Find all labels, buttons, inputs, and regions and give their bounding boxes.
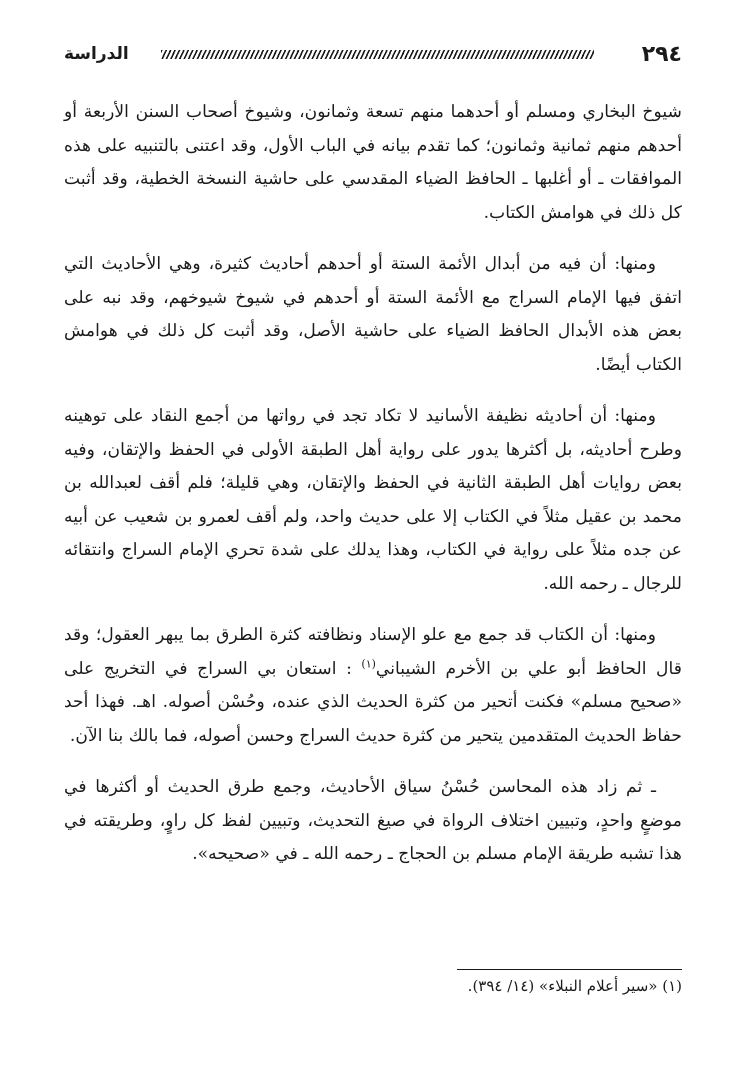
paragraph-2: ومنها: أن فيه من أبدال الأئمة الستة أو أحدهم أحاديث كثيرة، وهي الأحاديث التي اتفق فيها الإمام السراج مع الأئمة الستة أو أحدهم في شيوخ شيوخهم، وقد نبه على بعض هذه الأبدال الحافظ الضياء على حاشية الأصل، وقد أثبت كل ذلك في هوامش الكتاب أيضًا. — [64, 254, 682, 375]
paragraph-5: ـ ثم زاد هذه المحاسن حُسْنُ سياق الأحاديث، وجمع طرق الحديث أو أكثرها في موضعٍ واحدٍ، وتبيين اختلاف الرواة في صيغ التحديث، وتبيين لفظ كل راوٍ، وطريقته في هذا تشبه طريقة الإمام مسلم بن الحجاج ـ رحمه الله ـ في «صحيحه». — [64, 777, 682, 864]
paragraph-4-text-b: : استعان بي السراج في التخريج على «صحيح مسلم» فكنت أتحير من كثرة الحديث الذي عنده، وحُسْن أصوله. اهـ. فهذا أحد حفاظ الحديث المتقدمين يتحير من كثرة حديث السراج وحسن أصوله، فما بالك بنا الآن. — [64, 658, 682, 746]
paragraph-4-text-a: ومنها: أن الكتاب قد جمع مع علو الإسناد ونظافته كثرة الطرق بما يبهر العقول؛ وقد قال الحافظ أبو علي بن الأخرم الشيباني — [64, 625, 682, 679]
paragraph-3: ومنها: أن أحاديثه نظيفة الأسانيد لا تكاد تجد في رواتها من أجمع النقاد على توهينه وطرح أحاديثه، بل أكثرها يدور على رواية أهل الطبقة الأولى في الحفظ والإتقان، وفيه بعض روايات أهل الطبقة الثانية في الحفظ والإتقان، وهي قليلة؛ فلم أقف لعبدالله بن محمد بن عقيل مثلاً في الكتاب إلا على حديث واحد، ولم أقف لعمرو بن شعيب عن أبيه عن جده مثلاً على رواية في الكتاب، وهذا يدلك على شدة تحري الإمام السراج وانتقائه للرجال ـ رحمه الله. — [64, 406, 682, 594]
footnote-marker[interactable]: (١) — [361, 656, 376, 670]
page-header — [64, 32, 682, 76]
header-rule — [161, 50, 594, 59]
footnote-divider — [457, 969, 682, 970]
page-number: ٢٩٤ — [641, 41, 682, 67]
paragraph-1: شيوخ البخاري ومسلم أو أحدهما منهم تسعة وثمانون، وشيوخ أصحاب السنن الأربعة أو أحدهم منهم ثمانية وثمانون؛ كما تقدم بيانه في الباب الأول، وقد اعتنى بالتنبيه على هذه الموافقات ـ أو أغلبها ـ الحافظ الضياء المقدسي على حاشية النسخة الخطية، وقد أثبت كل ذلك في هوامش الكتاب. — [64, 102, 682, 223]
paragraph-4 — [64, 619, 682, 753]
section-title: الدراسة — [64, 44, 129, 64]
body-text — [64, 96, 682, 872]
footnote: (١) «سير أعلام النبلاء» (١٤/ ٣٩٤). — [467, 977, 682, 995]
book-page — [64, 32, 682, 1042]
